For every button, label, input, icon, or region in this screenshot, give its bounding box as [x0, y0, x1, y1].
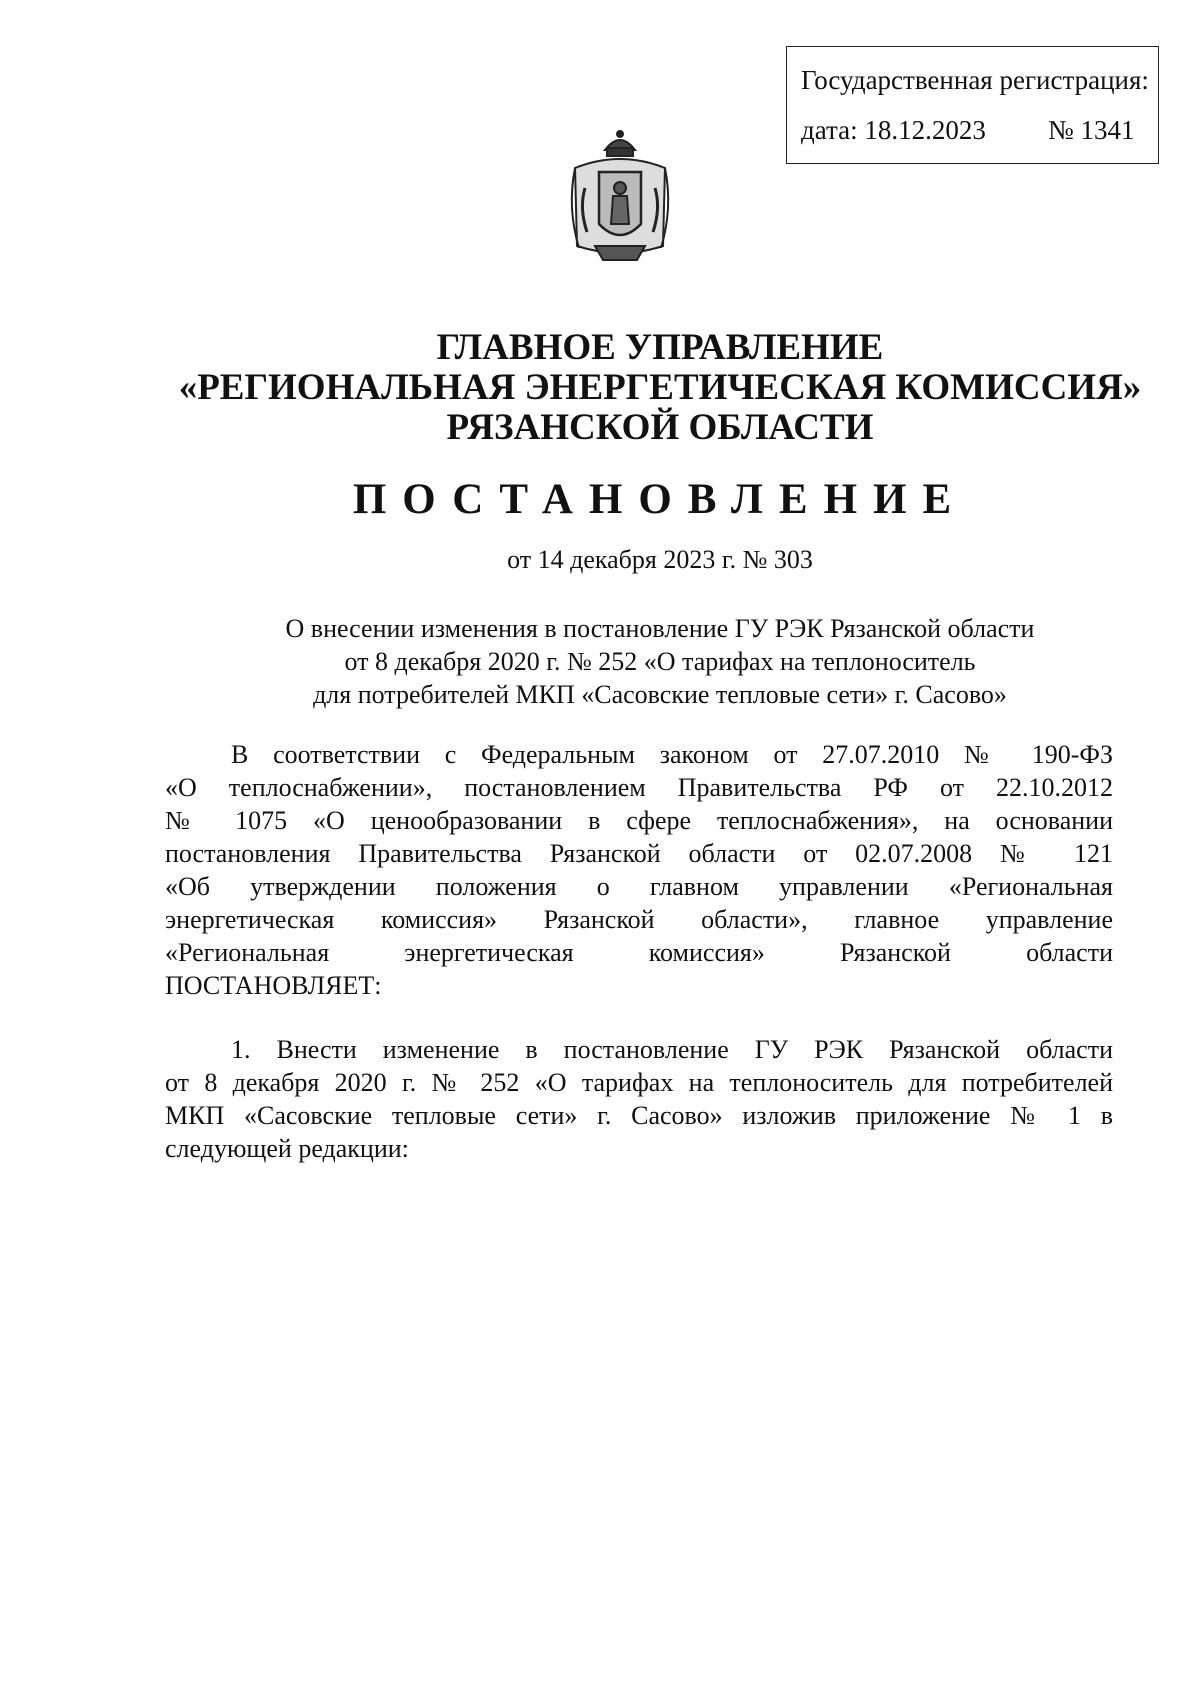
organization-line-2: «РЕГИОНАЛЬНАЯ ЭНЕРГЕТИЧЕСКАЯ КОМИССИЯ»: [178, 367, 1142, 408]
registration-date: дата: 18.12.2023: [801, 115, 986, 145]
ryazan-coat-of-arms-icon: [565, 128, 675, 268]
preamble-resolution-word: ПОСТАНОВЛЯЕТ:: [165, 971, 382, 1000]
clause-line: следующей редакции:: [165, 1134, 409, 1163]
preamble-paragraph: [165, 738, 1113, 1002]
preamble-line: энергетическая комиссия» Рязанской области», главное управление: [165, 905, 1113, 934]
preamble-line: № 1075 «О ценообразовании в сфере теплоснабжения», на основании: [165, 806, 1113, 835]
clause-line: МКП «Сасовские тепловые сети» г. Сасово» изложив приложение № 1 в: [165, 1101, 1113, 1130]
preamble-line: «О теплоснабжении», постановлением Правительства РФ от 22.10.2012: [165, 773, 1113, 802]
organization-line-1: ГЛАВНОЕ УПРАВЛЕНИЕ: [436, 327, 884, 368]
document-type: ПОСТАНОВЛЕНИЕ: [352, 476, 968, 523]
preamble-line: «Об утверждении положения о главном управлении «Региональная: [165, 872, 1113, 901]
clause-1-paragraph: [165, 1033, 1113, 1165]
organization-line-3: РЯЗАНСКОЙ ОБЛАСТИ: [446, 407, 874, 448]
preamble-line: «Региональная энергетическая комиссия» Рязанской области: [165, 938, 1113, 967]
registration-title: Государственная регистрация:: [801, 65, 1149, 95]
document-date: от 14 декабря 2023 г. № 303: [507, 545, 813, 574]
registration-number: № 1341: [1048, 115, 1135, 145]
subject-line-3: для потребителей МКП «Сасовские тепловые сети» г. Сасово»: [313, 680, 1007, 709]
subject-line-2: от 8 декабря 2020 г. № 252 «О тарифах на теплоноситель: [344, 647, 976, 676]
registration-date-line: [801, 115, 1135, 146]
organization-header: [0, 328, 1200, 448]
subject-line-1: О внесении изменения в постановление ГУ РЭК Рязанской области: [285, 614, 1035, 643]
clause-line: 1. Внести изменение в постановление ГУ РЭК Рязанской области: [231, 1035, 1113, 1064]
preamble-line: постановления Правительства Рязанской области от 02.07.2008 № 121: [165, 839, 1113, 868]
clause-line: от 8 декабря 2020 г. № 252 «О тарифах на теплоноситель для потребителей: [165, 1068, 1113, 1097]
registration-stamp: [786, 46, 1159, 164]
preamble-line: В соответствии с Федеральным законом от 27.07.2010 № 190-ФЗ: [231, 740, 1113, 769]
document-subject: [0, 612, 1200, 711]
